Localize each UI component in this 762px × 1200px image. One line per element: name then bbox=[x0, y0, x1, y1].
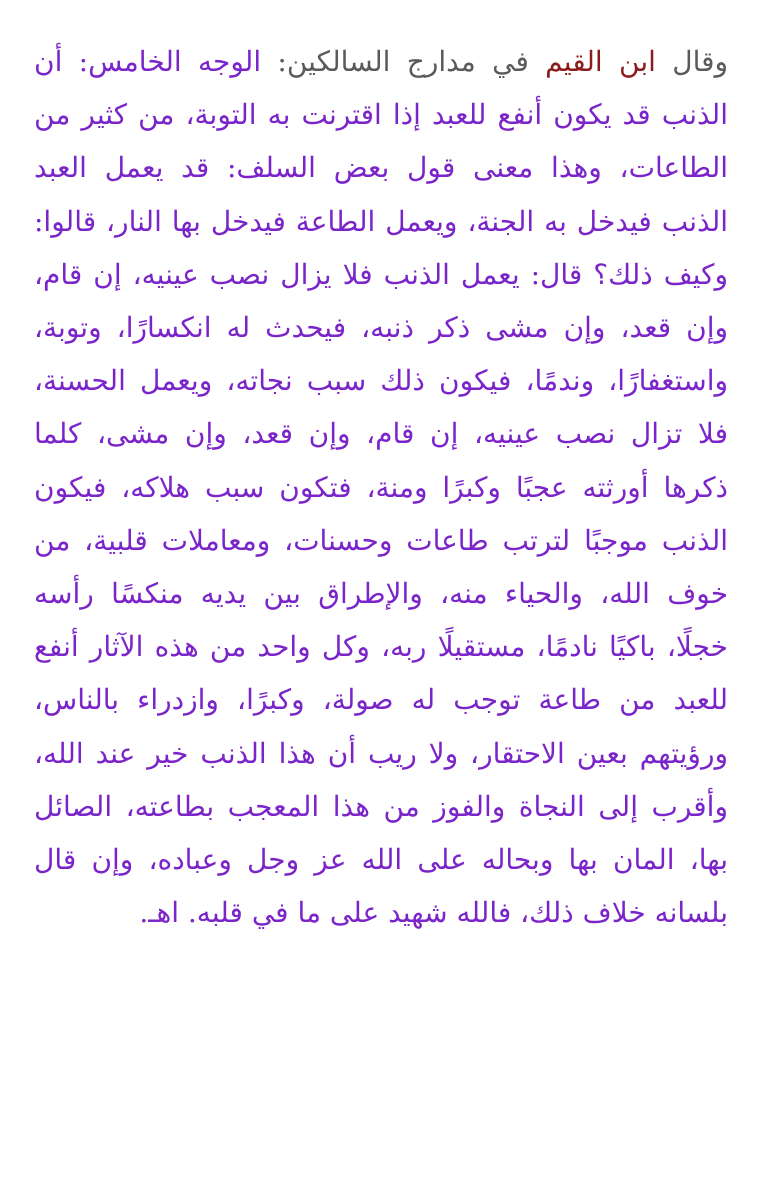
lead-text: وقال bbox=[672, 45, 728, 78]
quote-paragraph bbox=[34, 35, 728, 939]
source-prefix: في مدارج السالكين: bbox=[277, 45, 529, 78]
body-text: أن الذنب قد يكون أنفع للعبد إذا اقترنت به التوبة، من كثير من الطاعات، وهذا معنى قول بعض السلف: قد يعمل العبد الذنب فيدخل به الجنة، ويعمل الطاعة فيدخل بها النار، قالوا: وكيف ذلك؟ قال: يعمل الذنب فلا يزال نصب عينيه، إن قام، وإن قعد، وإن مشى ذكر ذنبه، فيحدث له انكسارًا، وتوبة، واستغفارًا، وندمًا، فيكون ذلك سبب نجاته، ويعمل الحسنة، فلا تزال نصب عينيه، إن قام، وإن قعد، وإن مشى، كلما ذكرها أورثته عجبًا وكبرًا ومنة، فتكون سبب هلاكه، فيكون الذنب موجبًا لترتب طاعات وحسنات، ومعاملات قلبية، من خوف الله، والحياء منه، والإطراق بين يديه منكسًا رأسه خجلًا، باكيًا نادمًا، مستقيلًا ربه، وكل واحد من هذه الآثار أنفع للعبد من طاعة توجب له صولة، وكبرًا، وازدراء بالناس، ورؤيتهم بعين الاحتقار، ولا ريب أن هذا الذنب خير عند الله، وأقرب إلى النجاة والفوز من هذا المعجب بطاعته، الصائل بها، المان بها وبحاله على الله عز وجل وعباده، وإن قال بلسانه خلاف ذلك، فالله شهيد على ما في قلبه. اهـ. bbox=[34, 45, 728, 930]
topic-heading: الوجه الخامس: bbox=[78, 45, 262, 78]
author-name: ابن القيم bbox=[545, 45, 656, 78]
